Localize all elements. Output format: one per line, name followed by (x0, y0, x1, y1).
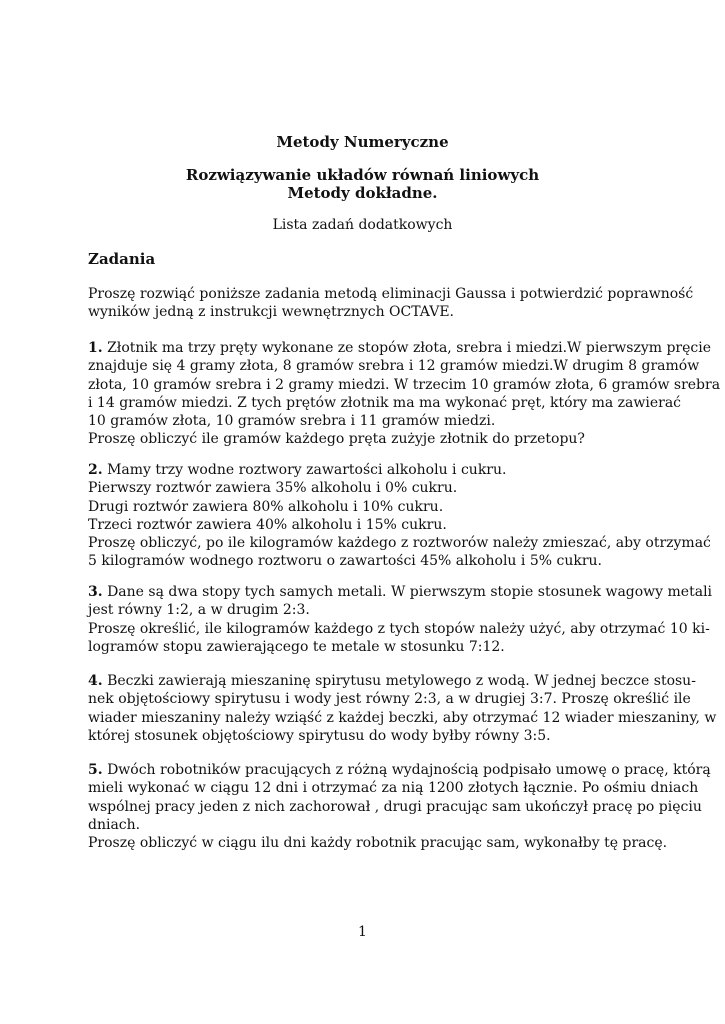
task-line: Proszę obliczyć ile gramów każdego pręta zużyje złotnik do przetopu? (88, 431, 585, 448)
task-number: 1. (88, 340, 103, 356)
task-line: znajduje się 4 gramy złota, 8 gramów srebra i 12 gramów miedzi.W drugim 8 gramów (88, 358, 700, 375)
task-5 (88, 761, 711, 852)
task-line: Drugi roztwór zawiera 80% alkoholu i 10% cukru. (88, 498, 444, 515)
task-line: dniach. (88, 816, 141, 833)
task-line: 5. Dwóch robotników pracujących z różną wydajnością podpisało umowę o pracę, którą (88, 762, 711, 778)
task-line: Proszę obliczyć w ciągu ilu dni każdy robotnik pracując sam, wykonałby tę pracę. (88, 835, 668, 852)
task-line: wspólnej pracy jeden z nich zachorował , drugi pracując sam ukończył pracę po pięciu (88, 798, 702, 815)
task-line: i 14 gramów miedzi. Z tych prętów złotnik ma ma wykonać pręt, który ma zawierać (88, 394, 682, 411)
task-1 (88, 339, 721, 449)
task-number: 4. (88, 673, 103, 689)
task-line: 1. Złotnik ma trzy pręty wykonane ze stopów złota, srebra i miedzi.W pierwszym pręcie (88, 340, 712, 356)
task-line: Pierwszy roztwór zawiera 35% alkoholu i 0% cukru. (88, 480, 458, 497)
task-number: 3. (88, 584, 103, 600)
task-line: 10 gramów złota, 10 gramów srebra i 11 gramów miedzi. (88, 413, 496, 430)
task-line: której stosunek objętościowy spirytusu do wody byłby równy 3:5. (88, 727, 551, 744)
task-3 (88, 583, 713, 656)
task-4 (88, 672, 717, 745)
task-line: Proszę określić, ile kilogramów każdego z tych stopów należy użyć, aby otrzymać 10 ki- (88, 620, 710, 637)
section-heading: Zadania (88, 250, 156, 268)
list-name: Lista zadań dodatkowych (272, 217, 453, 233)
task-line: wiader mieszaniny należy wziąść z każdej beczki, aby otrzymać 12 wiader mieszaniny, w (88, 709, 717, 726)
document-subtitle-line1: Rozwiązywanie układów równań liniowych (185, 166, 540, 184)
task-line: 4. Beczki zawierają mieszaninę spirytusu metylowego z wodą. W jednej beczce stosu- (88, 673, 696, 689)
task-line: logramów stopu zawierającego te metale w stosunku 7:12. (88, 638, 505, 655)
task-line: Trzeci roztwór zawiera 40% alkoholu i 15% cukru. (88, 516, 447, 533)
intro-line: wyników jedną z instrukcji wewnętrznych OCTAVE. (88, 304, 455, 321)
task-line: nek objętościowy spirytusu i wody jest równy 2:3, a w drugiej 3:7. Proszę określić ile (88, 691, 691, 708)
task-number: 5. (88, 762, 103, 778)
task-line: 5 kilogramów wodnego roztworu o zawartości 45% alkoholu i 5% cukru. (88, 553, 602, 570)
page-number: 1 (358, 924, 367, 940)
document-title: Metody Numeryczne (276, 133, 449, 151)
task-line: jest równy 1:2, a w drugim 2:3. (88, 602, 310, 619)
task-number: 2. (88, 462, 103, 478)
task-line: Proszę obliczyć, po ile kilogramów każdego z roztworów należy zmieszać, aby otrzymać (88, 535, 711, 552)
document-subtitle-line2: Metody dokładne. (287, 184, 438, 202)
task-line: złota, 10 gramów srebra i 2 gramy miedzi. W trzecim 10 gramów złota, 6 gramów srebra (88, 376, 721, 393)
task-line: 3. Dane są dwa stopy tych samych metali. W pierwszym stopie stosunek wagowy metali (88, 584, 713, 600)
intro-line: Proszę rozwiąć poniższe zadania metodą eliminacji Gaussa i potwierdzić poprawność (88, 286, 694, 302)
intro-paragraph (88, 285, 694, 322)
task-line: mieli wykonać w ciągu 12 dni i otrzymać za nią 1200 złotych łącznie. Po ośmiu dniach (88, 780, 699, 797)
task-line: 2. Mamy trzy wodne roztwory zawartości alkoholu i cukru. (88, 462, 507, 478)
task-2 (88, 461, 711, 571)
